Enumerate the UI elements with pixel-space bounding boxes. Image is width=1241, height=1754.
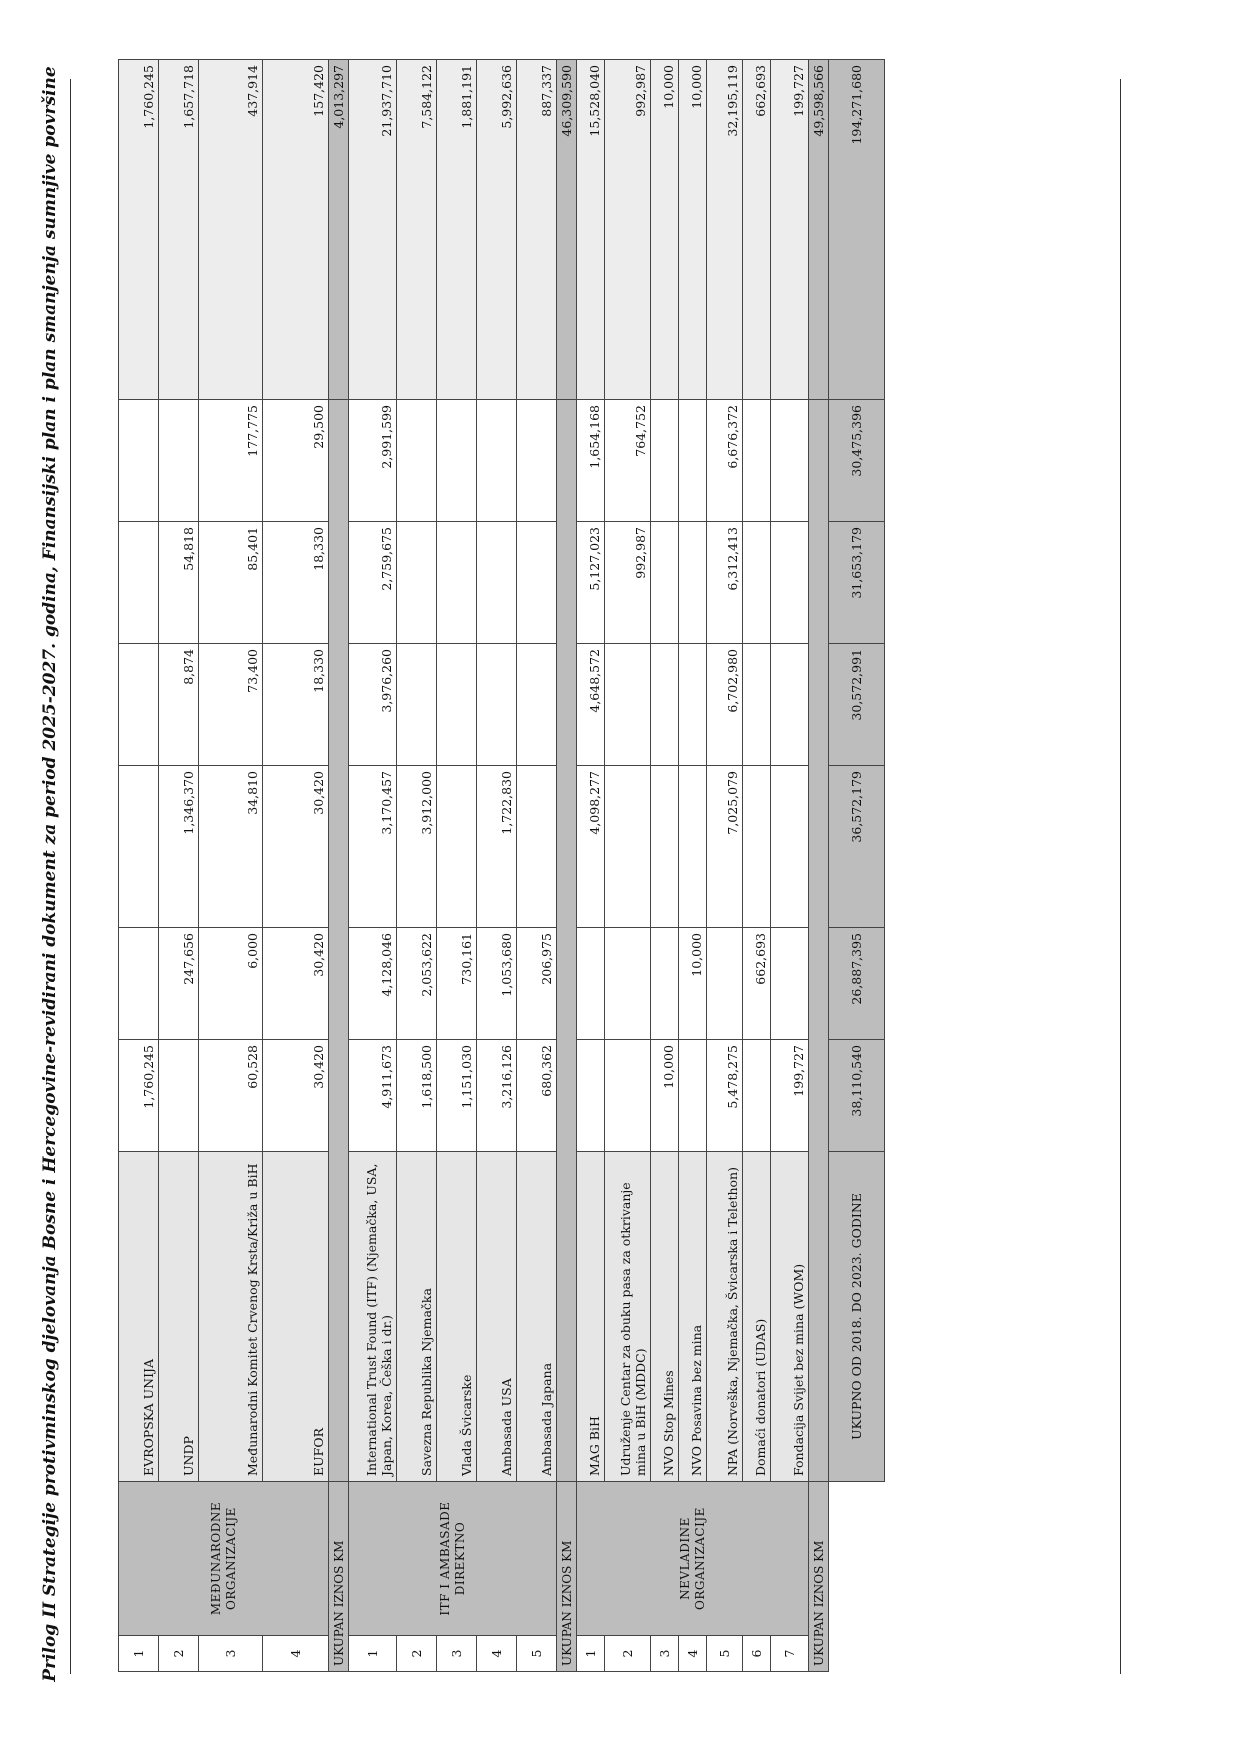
amount-cell: 4,911,673 [349, 1040, 397, 1152]
subtotal-row [329, 60, 349, 1672]
row-total-cell: 1,881,191 [437, 60, 477, 400]
amount-cell [651, 928, 679, 1040]
amount-cell [119, 522, 159, 644]
amount-cell [605, 766, 651, 928]
top-rule [70, 79, 71, 1674]
amount-cell [743, 400, 771, 522]
row-total-cell: 992,987 [605, 60, 651, 400]
table-row [679, 60, 707, 1672]
organization-name: MAG BiH [577, 1152, 605, 1482]
amount-cell: 54,818 [159, 522, 199, 644]
amount-cell [437, 766, 477, 928]
subtotal-value: 49,598,566 [809, 60, 829, 400]
subtotal-row [557, 60, 577, 1672]
amount-cell: 18,330 [263, 644, 329, 766]
amount-cell [771, 766, 809, 928]
organization-name: NPA (Norveška, Njemačka, Švicarska i Telethon) [707, 1152, 743, 1482]
amount-cell: 2,759,675 [349, 522, 397, 644]
row-total-cell: 21,937,710 [349, 60, 397, 400]
amount-cell: 1,618,500 [397, 1040, 437, 1152]
row-number: 4 [477, 1636, 517, 1672]
amount-cell [517, 522, 557, 644]
amount-cell [159, 400, 199, 522]
amount-cell [651, 644, 679, 766]
amount-cell: 3,216,126 [477, 1040, 517, 1152]
row-total-cell: 199,727 [771, 60, 809, 400]
amount-cell [771, 522, 809, 644]
amount-cell: 4,128,046 [349, 928, 397, 1040]
row-total-cell: 10,000 [651, 60, 679, 400]
amount-cell: 1,053,680 [477, 928, 517, 1040]
amount-cell: 1,722,830 [477, 766, 517, 928]
amount-cell: 29,500 [263, 400, 329, 522]
amount-cell: 85,401 [199, 522, 263, 644]
table-row [397, 60, 437, 1672]
grand-total-empty [829, 1482, 885, 1672]
amount-cell: 764,752 [605, 400, 651, 522]
amount-cell [577, 928, 605, 1040]
document-title: Prilog II Strategije protivminskog djelovanja Bosne i Hercegovine-revidirani dokument za period 2025-2027. godina, Finansijski plan i plan smanjenja sumnjive površine [40, 66, 60, 1682]
amount-cell: 1,760,245 [119, 1040, 159, 1152]
amount-cell [397, 400, 437, 522]
grand-total-value: 30,572,991 [829, 644, 885, 766]
amount-cell: 30,420 [263, 766, 329, 928]
amount-cell [743, 766, 771, 928]
subtotal-label: UKUPAN IZNOS KM [809, 1482, 829, 1672]
amount-cell: 1,654,168 [577, 400, 605, 522]
amount-cell: 992,987 [605, 522, 651, 644]
organization-name: Međunarodni Komitet Crvenog Krsta/Križa u BiH [199, 1152, 263, 1482]
amount-cell: 199,727 [771, 1040, 809, 1152]
amount-cell [743, 1040, 771, 1152]
amount-cell [605, 1040, 651, 1152]
amount-cell: 177,775 [199, 400, 263, 522]
row-number: 4 [679, 1636, 707, 1672]
table-row [651, 60, 679, 1672]
amount-cell: 34,810 [199, 766, 263, 928]
amount-cell: 1,346,370 [159, 766, 199, 928]
amount-cell [119, 400, 159, 522]
amount-cell [159, 1040, 199, 1152]
row-total-cell: 1,760,245 [119, 60, 159, 400]
row-number: 3 [651, 1636, 679, 1672]
row-number: 2 [159, 1636, 199, 1672]
row-total-cell: 5,992,636 [477, 60, 517, 400]
financial-table [118, 59, 885, 1672]
subtotal-label: UKUPAN IZNOS KM [329, 1482, 349, 1672]
amount-cell: 18,330 [263, 522, 329, 644]
amount-cell: 4,648,572 [577, 644, 605, 766]
amount-cell: 206,975 [517, 928, 557, 1040]
row-total-cell: 7,584,122 [397, 60, 437, 400]
amount-cell [771, 400, 809, 522]
grand-total-value: 26,887,395 [829, 928, 885, 1040]
row-total-cell: 662,693 [743, 60, 771, 400]
bottom-rule [1120, 79, 1121, 1674]
amount-cell [771, 644, 809, 766]
row-number: 5 [707, 1636, 743, 1672]
amount-cell: 10,000 [651, 1040, 679, 1152]
amount-cell: 3,976,260 [349, 644, 397, 766]
row-total-cell: 32,195,119 [707, 60, 743, 400]
row-number: 7 [771, 1636, 809, 1672]
amount-cell: 5,127,023 [577, 522, 605, 644]
row-total-cell: 10,000 [679, 60, 707, 400]
amount-cell: 2,991,599 [349, 400, 397, 522]
amount-cell [679, 522, 707, 644]
amount-cell: 10,000 [679, 928, 707, 1040]
table-row [159, 60, 199, 1672]
grand-total-value: 30,475,396 [829, 400, 885, 522]
organization-name: Ambasada USA [477, 1152, 517, 1482]
organization-name: NVO Posavina bez mina [679, 1152, 707, 1482]
grand-total-value: 36,572,179 [829, 766, 885, 928]
amount-cell [517, 400, 557, 522]
subtotal-label: UKUPAN IZNOS KM [557, 1482, 577, 1672]
amount-cell [119, 766, 159, 928]
table-row [517, 60, 557, 1672]
amount-cell: 30,420 [263, 928, 329, 1040]
amount-cell [679, 644, 707, 766]
amount-cell [577, 1040, 605, 1152]
amount-cell: 30,420 [263, 1040, 329, 1152]
amount-cell [679, 400, 707, 522]
amount-cell: 6,702,980 [707, 644, 743, 766]
grand-total-value: 38,110,540 [829, 1040, 885, 1152]
row-total-cell: 437,914 [199, 60, 263, 400]
amount-cell: 3,912,000 [397, 766, 437, 928]
subtotal-spacer [329, 400, 349, 1482]
group-label: MEĐUNARODNE ORGANIZACIJE [119, 1482, 329, 1636]
table-row [605, 60, 651, 1672]
amount-cell [605, 928, 651, 1040]
group-label: ITF I AMBASADE DIREKTNO [349, 1482, 557, 1636]
amount-cell: 3,170,457 [349, 766, 397, 928]
amount-cell [477, 522, 517, 644]
amount-cell: 6,676,372 [707, 400, 743, 522]
grand-total-label: UKUPNO OD 2018. DO 2023. GODINE [829, 1152, 885, 1482]
amount-cell [651, 522, 679, 644]
amount-cell [397, 644, 437, 766]
row-number: 2 [605, 1636, 651, 1672]
amount-cell: 60,528 [199, 1040, 263, 1152]
table-row [707, 60, 743, 1672]
amount-cell [707, 928, 743, 1040]
table-row [437, 60, 477, 1672]
amount-cell [119, 928, 159, 1040]
amount-cell: 6,312,413 [707, 522, 743, 644]
table-row [199, 60, 263, 1672]
subtotal-spacer [557, 400, 577, 1482]
grand-total-value: 194,271,680 [829, 60, 885, 400]
amount-cell: 2,053,622 [397, 928, 437, 1040]
amount-cell: 73,400 [199, 644, 263, 766]
subtotal-value: 46,309,590 [557, 60, 577, 400]
organization-name: Savezna Republika Njemačka [397, 1152, 437, 1482]
amount-cell: 7,025,079 [707, 766, 743, 928]
table-row [577, 60, 605, 1672]
subtotal-row [809, 60, 829, 1672]
amount-cell: 247,656 [159, 928, 199, 1040]
row-number: 1 [119, 1636, 159, 1672]
table-row [743, 60, 771, 1672]
amount-cell [743, 644, 771, 766]
subtotal-spacer [809, 400, 829, 1482]
amount-cell: 6,000 [199, 928, 263, 1040]
amount-cell: 662,693 [743, 928, 771, 1040]
amount-cell: 4,098,277 [577, 766, 605, 928]
organization-name: UNDP [159, 1152, 199, 1482]
amount-cell: 5,478,275 [707, 1040, 743, 1152]
amount-cell [651, 400, 679, 522]
financial-table-body [119, 60, 885, 1672]
amount-cell [679, 1040, 707, 1152]
amount-cell [651, 766, 679, 928]
table-row [477, 60, 517, 1672]
amount-cell [517, 644, 557, 766]
organization-name: NVO Stop Mines [651, 1152, 679, 1482]
row-number: 3 [199, 1636, 263, 1672]
amount-cell: 680,362 [517, 1040, 557, 1152]
row-total-cell: 1,657,718 [159, 60, 199, 400]
organization-name: Vlada Švicarske [437, 1152, 477, 1482]
organization-name: Udruženje Centar za obuku pasa za otkrivanje mina u BiH (MDDC) [605, 1152, 651, 1482]
amount-cell: 8,874 [159, 644, 199, 766]
amount-cell [477, 644, 517, 766]
amount-cell [517, 766, 557, 928]
row-number: 2 [397, 1636, 437, 1672]
amount-cell [605, 644, 651, 766]
subtotal-value: 4,013,297 [329, 60, 349, 400]
row-number: 5 [517, 1636, 557, 1672]
grand-total-value: 31,653,179 [829, 522, 885, 644]
row-total-cell: 15,528,040 [577, 60, 605, 400]
amount-cell [397, 522, 437, 644]
financial-table-wrapper [118, 60, 885, 1672]
organization-name: EUFOR [263, 1152, 329, 1482]
amount-cell [771, 928, 809, 1040]
group-label: NEVLADINE ORGANIZACIJE [577, 1482, 809, 1636]
table-row [263, 60, 329, 1672]
grand-total-row [829, 60, 885, 1672]
amount-cell: 730,161 [437, 928, 477, 1040]
amount-cell [437, 522, 477, 644]
row-number: 6 [743, 1636, 771, 1672]
table-row [771, 60, 809, 1672]
row-total-cell: 887,337 [517, 60, 557, 400]
amount-cell [743, 522, 771, 644]
organization-name: Fondacija Svijet bez mina (WOM) [771, 1152, 809, 1482]
amount-cell [437, 644, 477, 766]
row-number: 1 [577, 1636, 605, 1672]
organization-name: Ambasada Japana [517, 1152, 557, 1482]
amount-cell [437, 400, 477, 522]
row-number: 1 [349, 1636, 397, 1672]
row-number: 4 [263, 1636, 329, 1672]
amount-cell [679, 766, 707, 928]
table-row [119, 60, 159, 1672]
organization-name: International Trust Found (ITF) (Njemačka, USA, Japan, Korea, Češka i dr.) [349, 1152, 397, 1482]
organization-name: EVROPSKA UNIJA [119, 1152, 159, 1482]
amount-cell [119, 644, 159, 766]
organization-name: Domaći donatori (UDAS) [743, 1152, 771, 1482]
amount-cell [477, 400, 517, 522]
table-row [349, 60, 397, 1672]
row-total-cell: 157,420 [263, 60, 329, 400]
amount-cell: 1,151,030 [437, 1040, 477, 1152]
row-number: 3 [437, 1636, 477, 1672]
